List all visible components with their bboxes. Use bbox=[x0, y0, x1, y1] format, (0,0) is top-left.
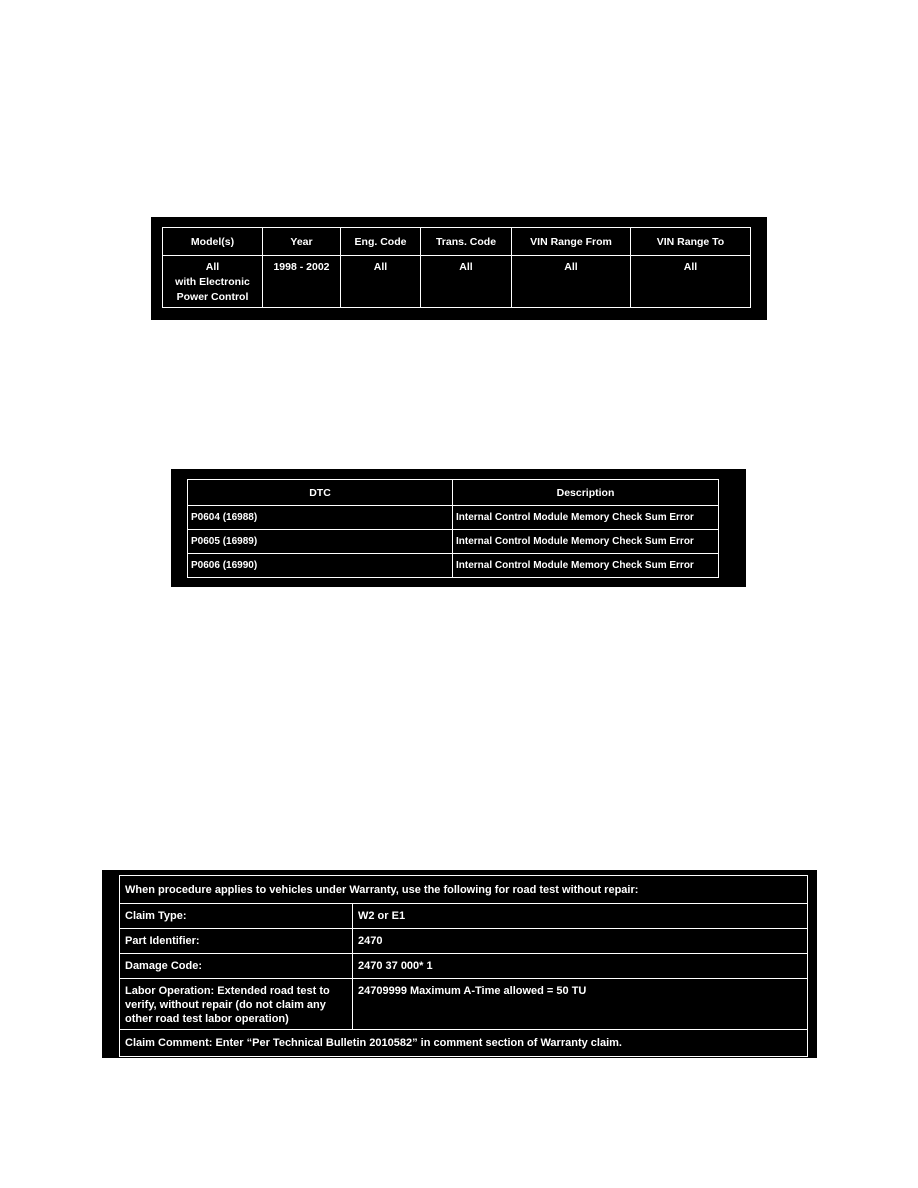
header-eng-code: Eng. Code bbox=[341, 228, 421, 256]
table-row bbox=[120, 929, 808, 954]
warranty-value: 2470 bbox=[353, 929, 808, 954]
header-models: Model(s) bbox=[163, 228, 263, 256]
table-row bbox=[188, 530, 719, 554]
applicability-header-row bbox=[163, 228, 751, 256]
table-row bbox=[120, 904, 808, 929]
dtc-description: Internal Control Module Memory Check Sum Error bbox=[453, 554, 719, 578]
header-vin-to: VIN Range To bbox=[631, 228, 751, 256]
applicability-table bbox=[162, 227, 751, 308]
cell-year: 1998 - 2002 bbox=[263, 256, 341, 308]
warranty-value: 2470 37 000* 1 bbox=[353, 954, 808, 979]
header-year: Year bbox=[263, 228, 341, 256]
labor-operation-label: Labor Operation: Extended road test to verify, without repair (do not claim any other road test labor operation) bbox=[125, 985, 330, 1025]
table-row bbox=[188, 506, 719, 530]
cell-models bbox=[163, 256, 263, 308]
warranty-panel bbox=[102, 870, 817, 1058]
warranty-label bbox=[120, 979, 353, 1030]
dtc-code: P0604 (16988) bbox=[188, 506, 453, 530]
claim-comment: Claim Comment: Enter “Per Technical Bulletin 2010582” in comment section of Warranty claim. bbox=[120, 1030, 808, 1057]
warranty-comment-row bbox=[120, 1030, 808, 1057]
dtc-description: Internal Control Module Memory Check Sum Error bbox=[453, 506, 719, 530]
warranty-label: Claim Type: bbox=[120, 904, 353, 929]
dtc-code: P0605 (16989) bbox=[188, 530, 453, 554]
applicability-panel bbox=[151, 217, 767, 320]
dtc-table bbox=[187, 479, 719, 578]
models-value: All with Electronic Power Control bbox=[175, 261, 250, 303]
dtc-panel bbox=[171, 469, 746, 587]
table-row bbox=[120, 954, 808, 979]
header-dtc: DTC bbox=[188, 480, 453, 506]
cell-eng-code: All bbox=[341, 256, 421, 308]
table-row bbox=[120, 979, 808, 1030]
header-trans-code: Trans. Code bbox=[421, 228, 512, 256]
warranty-label: Part Identifier: bbox=[120, 929, 353, 954]
dtc-code: P0606 (16990) bbox=[188, 554, 453, 578]
dtc-description: Internal Control Module Memory Check Sum Error bbox=[453, 530, 719, 554]
applicability-data-row bbox=[163, 256, 751, 308]
cell-vin-to: All bbox=[631, 256, 751, 308]
table-row bbox=[188, 554, 719, 578]
cell-trans-code: All bbox=[421, 256, 512, 308]
warranty-value: 24709999 Maximum A-Time allowed = 50 TU bbox=[353, 979, 808, 1030]
warranty-header: When procedure applies to vehicles under Warranty, use the following for road test without repair: bbox=[120, 876, 808, 904]
dtc-header-row bbox=[188, 480, 719, 506]
warranty-label: Damage Code: bbox=[120, 954, 353, 979]
warranty-value: W2 or E1 bbox=[353, 904, 808, 929]
warranty-table bbox=[119, 875, 808, 1057]
header-vin-from: VIN Range From bbox=[512, 228, 631, 256]
warranty-header-row bbox=[120, 876, 808, 904]
header-description: Description bbox=[453, 480, 719, 506]
cell-vin-from: All bbox=[512, 256, 631, 308]
